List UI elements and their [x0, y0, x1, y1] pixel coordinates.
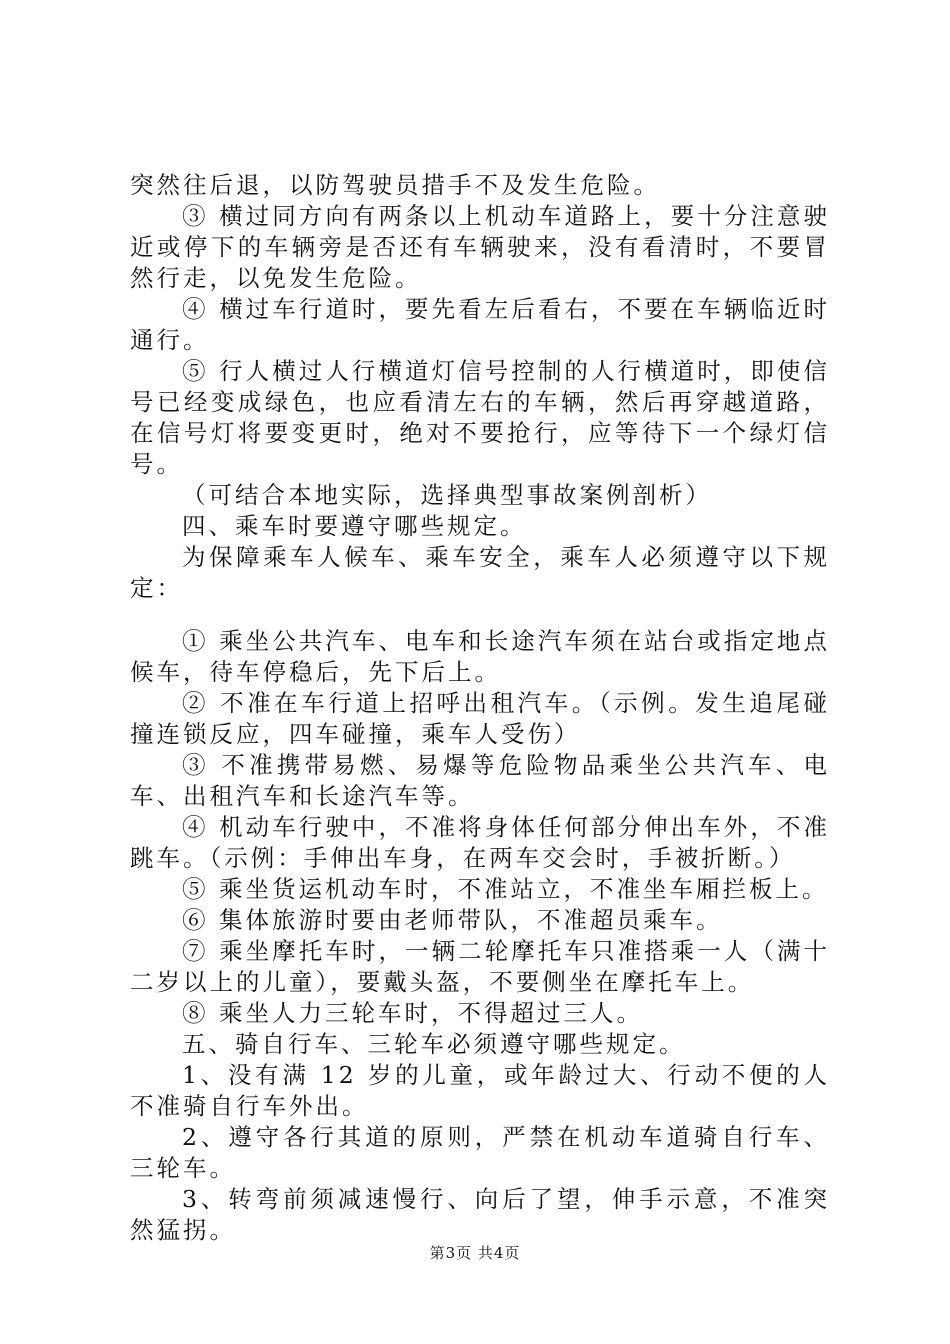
paragraph-rule-8: ⑧ 乘坐人力三轮车时，不得超过三人。 [182, 999, 643, 1027]
paragraph-bike-rule-2: 2、遵守各行其道的原则，严禁在机动车道骑自行车、三轮车。 [130, 1123, 830, 1182]
document-body [130, 170, 830, 1246]
section-heading-5: 五、骑自行车、三轮车必须遵守哪些规定。 [182, 1030, 686, 1058]
paragraph-bike-rule-3: 3、转弯前须减速慢行、向后了望，伸手示意，不准突然猛拐。 [130, 1185, 830, 1244]
paragraph-item-4-crossing: ④ 横过车行道时，要先看左后看右，不要在车辆临近时通行。 [130, 295, 830, 354]
paragraph-rule-2: ② 不准在车行道上招呼出租汽车。（示例。发生追尾碰撞连锁反应，四车碰撞，乘车人受伤） [130, 689, 830, 748]
paragraph-intro: 为保障乘车人候车、乘车安全，乘车人必须遵守以下规定： [130, 543, 830, 602]
paragraph-bike-rule-1: 1、没有满 12 岁的儿童，或年龄过大、行动不便的人不准骑自行车外出。 [130, 1061, 830, 1120]
paragraph-rule-7: ⑦ 乘坐摩托车时，一辆二轮摩托车只准搭乘一人（满十二岁以上的儿童），要戴头盔，不要侧坐在摩托车上。 [130, 937, 830, 996]
paragraph-item-3-crossing: ③ 横过同方向有两条以上机动车道路上，要十分注意驶近或停下的车辆旁是否还有车辆驶来，没有看清时，不要冒然行走，以免发生危险。 [130, 202, 830, 292]
paragraph-note: （可结合本地实际，选择典型事故案例剖析） [182, 481, 712, 509]
paragraph-rule-4: ④ 机动车行驶中，不准将身体任何部分伸出车外，不准跳车。（示例：手伸出车身，在两车交会时，手被折断。） [130, 813, 830, 872]
paragraph-rule-5: ⑤ 乘坐货运机动车时，不准站立，不准坐车厢拦板上。 [182, 875, 829, 903]
page-number-label: 第3页 共4页 [429, 1244, 521, 1262]
paragraph-rule-6: ⑥ 集体旅游时要由老师带队，不准超员乘车。 [182, 906, 723, 934]
paragraph-rule-1: ① 乘坐公共汽车、电车和长途汽车须在站台或指定地点候车，待车停稳后，先下后上。 [130, 627, 830, 686]
paragraph-item-5-crossing: ⑤ 行人横过人行横道灯信号控制的人行横道时，即使信号已经变成绿色，也应看清左右的车辆，然后再穿越道路，在信号灯将要变更时，绝对不要抢行，应等待下一个绿灯信号。 [130, 357, 830, 478]
section-heading-4: 四、乘车时要遵守哪些规定。 [182, 512, 527, 540]
page-footer [0, 1242, 950, 1263]
paragraph-rule-3: ③ 不准携带易燃、易爆等危险物品乘坐公共汽车、电车、出租汽车和长途汽车等。 [130, 751, 830, 810]
paragraph-continuation: 突然往后退，以防驾驶员措手不及发生危险。 [130, 171, 660, 199]
